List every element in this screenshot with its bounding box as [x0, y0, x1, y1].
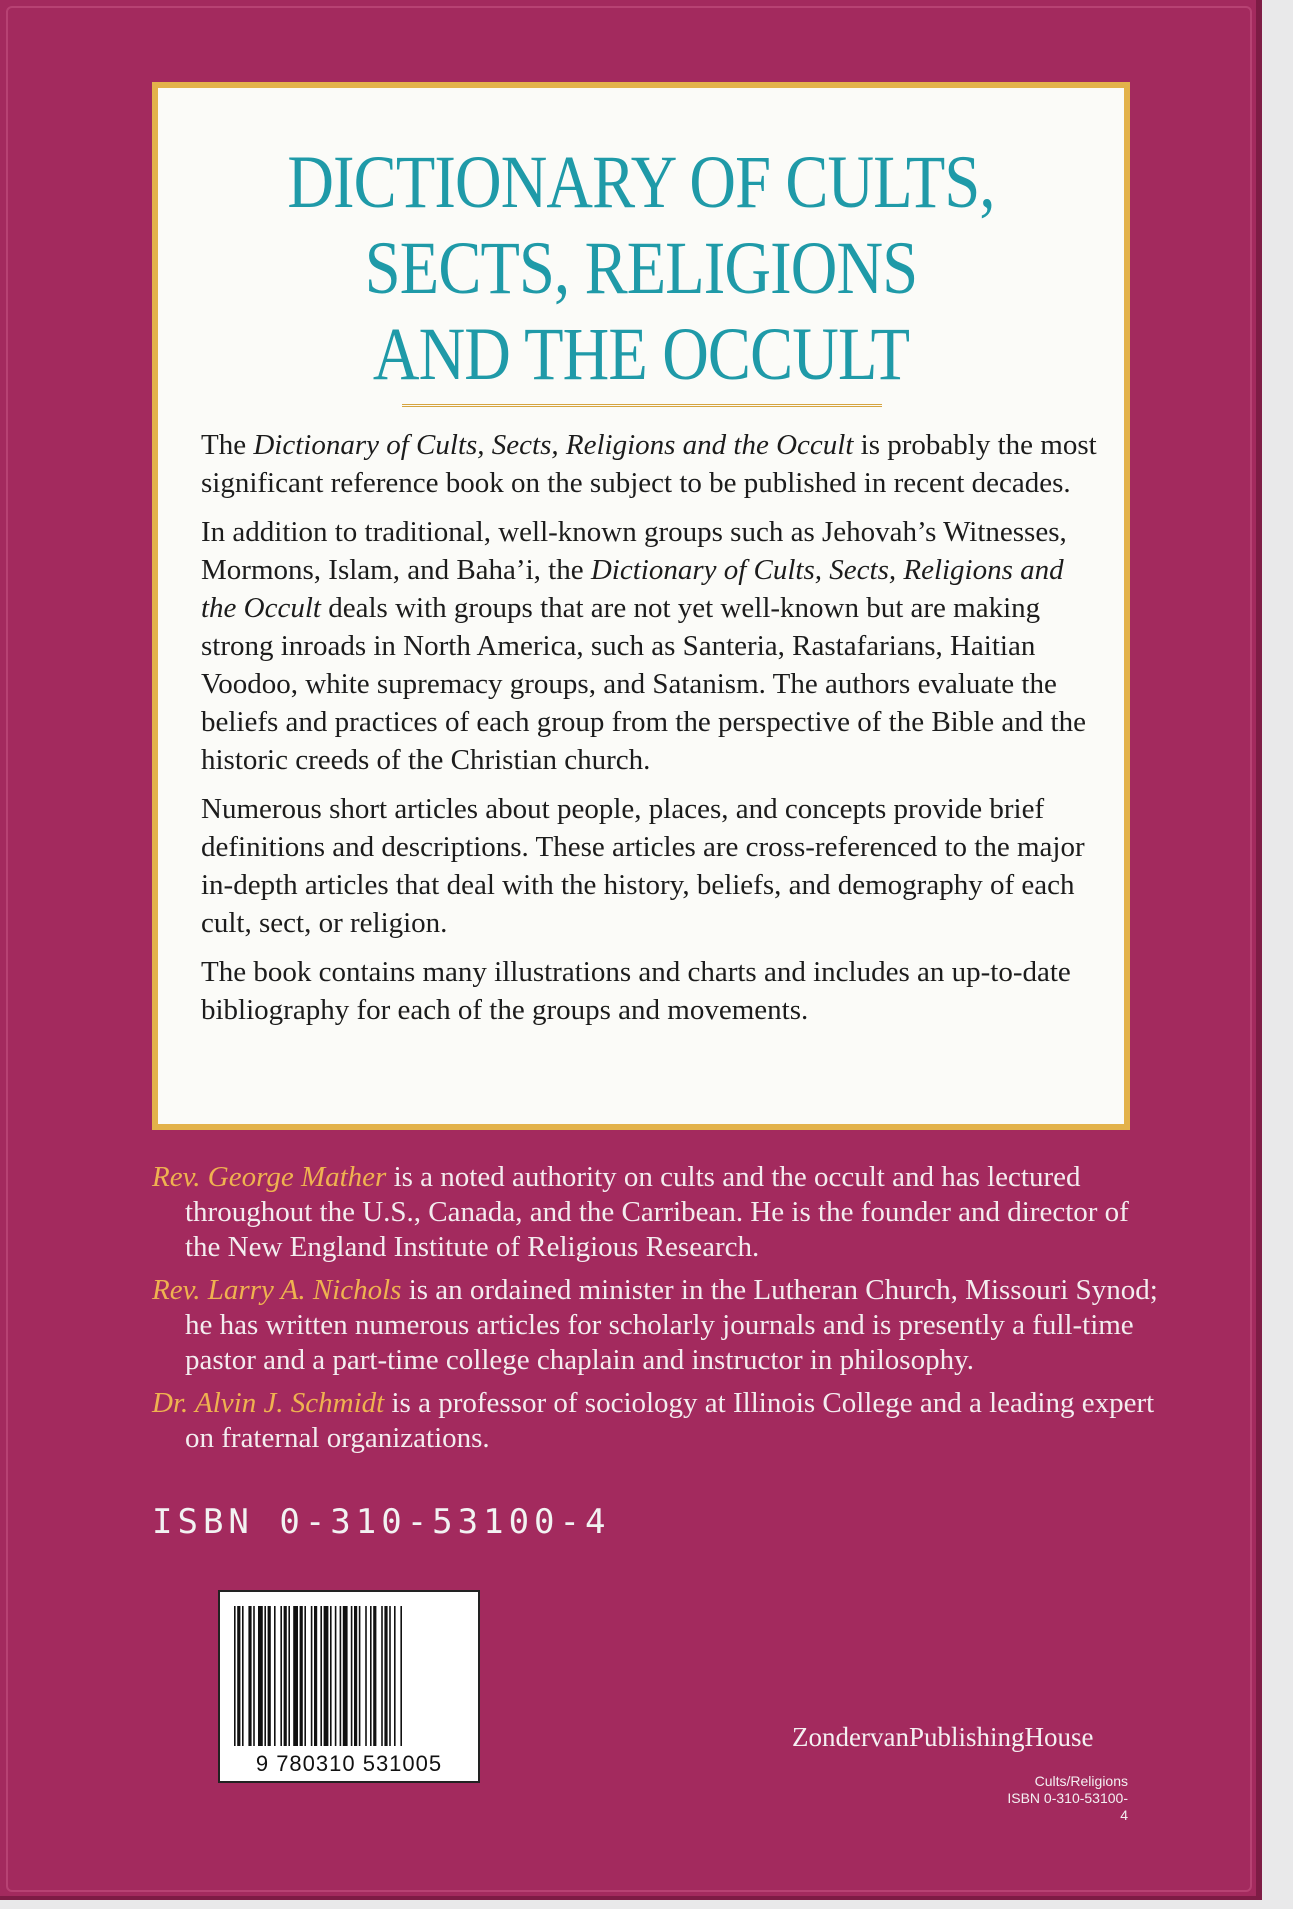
description-paragraph-1: The Dictionary of Cults, Sects, Religions and the Occult is probably the most significant reference book on the subject to be published in recent decades. [201, 429, 1097, 499]
barcode-bar [394, 1606, 396, 1746]
barcode-bar [284, 1606, 287, 1746]
category-block [1000, 1773, 1128, 1824]
author-bio-nichols: Rev. Larry A. Nichols is an ordained minister in the Lutheran Church, Missouri Synod; he has written numerous articles for scholarly journals and is presently a full-time pastor and a part-time college chaplain and instructor in philosophy. [152, 1274, 1158, 1376]
author-name: Rev. George Mather [152, 1161, 387, 1193]
barcode-bar [365, 1606, 367, 1746]
barcode-bar [304, 1606, 306, 1746]
barcode-bar [264, 1606, 266, 1746]
barcode [218, 1590, 480, 1783]
barcode-bar [242, 1606, 244, 1746]
barcode-bar [335, 1606, 337, 1746]
title-divider [402, 404, 882, 407]
publisher-name: ZondervanPublishingHouse [792, 1722, 1094, 1752]
barcode-bar [324, 1606, 329, 1746]
title-line-2: SECTS, RELIGIONS [364, 227, 918, 310]
barcode-bar [253, 1606, 255, 1746]
title-line-3: AND THE OCCULT [372, 313, 910, 396]
barcode-bar [373, 1606, 376, 1746]
title-line-1: DICTIONARY OF CULTS, [287, 141, 995, 224]
author-name: Rev. Larry A. Nichols [152, 1274, 402, 1306]
barcode-bars [234, 1606, 468, 1746]
barcode-bar [343, 1606, 348, 1746]
description-text [201, 426, 1101, 1040]
barcode-bar [280, 1606, 282, 1746]
category-label: Cults/Religions [1034, 1773, 1128, 1789]
barcode-number: 9 780310 531005 [255, 1751, 443, 1776]
description-paragraph-3: Numerous short articles about people, places, and concepts provide brief definitions and descriptions. These articles are cross-referenced to the major in-depth articles that deal with the history, beliefs, and demography of each cult, sect, or religion. [201, 793, 1085, 939]
barcode-bar [234, 1606, 236, 1746]
barcode-bar [300, 1606, 303, 1746]
barcode-bar [384, 1606, 387, 1746]
barcode-bar [389, 1606, 391, 1746]
barcode-bar [340, 1606, 342, 1746]
book-title-italic: Dictionary of Cults, Sects, Religions and the Occult [253, 429, 854, 461]
barcode-bar [293, 1606, 298, 1746]
description-paragraph-4: The book contains many illustrations and charts and includes an up-to-date bibliography for each of the groups and movements. [201, 956, 1071, 1026]
barcode-bar [359, 1606, 361, 1746]
isbn-small: ISBN 0-310-53100-4 [1007, 1790, 1128, 1823]
author-bio-mather: Rev. George Mather is a noted authority on cults and the occult and has lectured throughout the U.S., Canada, and the Carribean. He is the founder and director of the New England Institute of Religious Research. [152, 1161, 1129, 1263]
barcode-bar [314, 1606, 317, 1746]
barcode-bar [370, 1606, 372, 1746]
barcode-bar [400, 1606, 402, 1746]
author-bio-schmidt: Dr. Alvin J. Schmidt is a professor of sociology at Illinois College and a leading expert on fraternal organizations. [152, 1387, 1155, 1454]
barcode-bar [330, 1606, 332, 1746]
barcode-bar [288, 1606, 290, 1746]
barcode-bar [381, 1606, 383, 1746]
barcode-bar [268, 1606, 271, 1746]
barcode-bar [354, 1606, 357, 1746]
book-title [226, 140, 1057, 398]
barcode-bar [320, 1606, 322, 1746]
description-panel [152, 82, 1130, 1130]
description-paragraph-2: In addition to traditional, well-known groups such as Jehovah’s Witnesses, Mormons, Islam, and Baha’i, the Dictionary of Cults, Sects, Religions and the Occult deals with groups that are not yet well-known but are making strong inroads in North America, such as Santeria, Rastafarians, Haitian Voodoo, white supremacy groups, and Satanism. The authors evaluate the beliefs and practices of each group from the perspective of the Bible and the historic creeds of the Christian church. [201, 516, 1086, 776]
barcode-bar [351, 1606, 353, 1746]
isbn-ocr-line: ISBN 0-310-53100-4 [152, 1502, 611, 1542]
barcode-bar [311, 1606, 313, 1746]
barcode-bar [237, 1606, 240, 1746]
author-name: Dr. Alvin J. Schmidt [152, 1387, 385, 1419]
barcode-bar [274, 1606, 276, 1746]
barcode-bar [258, 1606, 263, 1746]
author-bios [152, 1160, 1162, 1464]
barcode-bar [248, 1606, 251, 1746]
book-title-italic: Dictionary of Cults, Sects, Religions and the Occult [201, 554, 1064, 624]
